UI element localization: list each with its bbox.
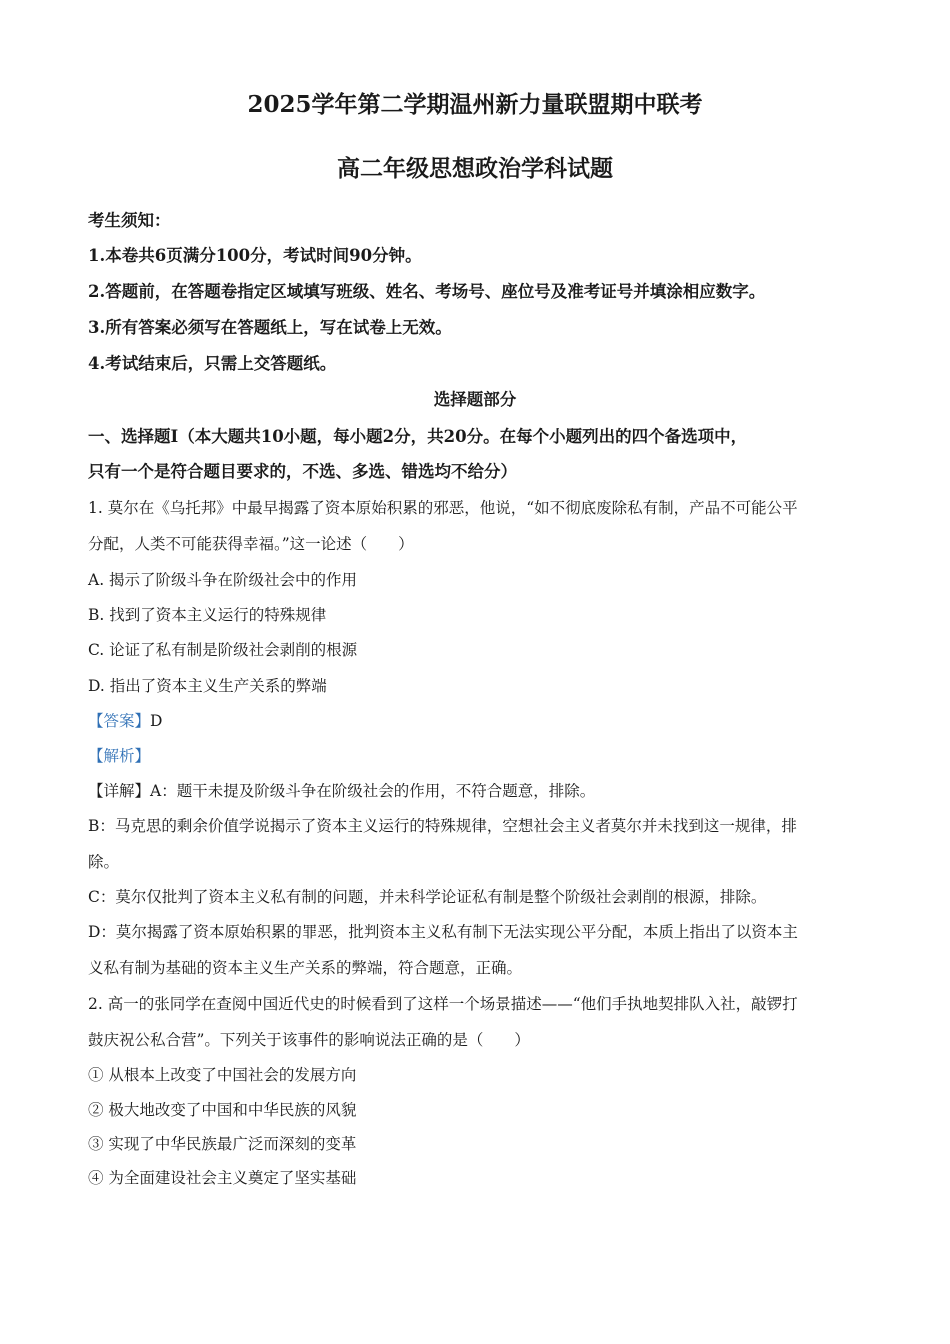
section-title: 选择题部分 bbox=[433, 390, 517, 409]
part1-instructions-cont: 只有一个是符合题目要求的，不选、多选、错选均不给分） bbox=[88, 462, 517, 481]
part1-instructions: 一、选择题Ⅰ（本大题共10小题，每小题2分，共20分。在每个小题列出的四个备选项中， bbox=[88, 427, 748, 446]
option-b: B. 找到了资本主义运行的特殊规律 bbox=[88, 606, 327, 624]
detail-line: 【详解】A：题干未提及阶级斗争在阶级社会的作用，不符合题意，排除。 bbox=[88, 782, 596, 800]
question-1-stem-cont: 分配，人类不可能获得幸福。”这一论述（ ） bbox=[88, 535, 414, 553]
statement-item: ② 极大地改变了中国和中华民族的风貌 bbox=[88, 1101, 357, 1119]
question-2-stem-cont: 鼓庆祝公私合营”。下列关于该事件的影响说法正确的是（ ） bbox=[88, 1031, 530, 1049]
notice-item: 1.本卷共6页满分100分，考试时间90分钟。 bbox=[88, 246, 422, 265]
notice-item: 3.所有答案必须写在答题纸上，写在试卷上无效。 bbox=[88, 318, 452, 337]
option-a: A. 揭示了阶级斗争在阶级社会中的作用 bbox=[88, 571, 358, 589]
detail-line: 义私有制为基础的资本主义生产关系的弊端，符合题意，正确。 bbox=[88, 959, 523, 977]
answer-value: D bbox=[150, 712, 163, 730]
detail-line: D：莫尔揭露了资本原始积累的罪恶，批判资本主义私有制下无法实现公平分配，本质上指出了以资本主 bbox=[88, 923, 798, 941]
option-c: C. 论证了私有制是阶级社会剥削的根源 bbox=[88, 641, 358, 659]
detail-line: 除。 bbox=[88, 853, 120, 871]
exam-title: 2025学年第二学期温州新力量联盟期中联考 bbox=[247, 91, 703, 118]
statement-item: ① 从根本上改变了中国社会的发展方向 bbox=[88, 1066, 357, 1084]
notice-item: 2.答题前，在答题卷指定区域填写班级、姓名、考场号、座位号及准考证号并填涂相应数字。 bbox=[88, 282, 766, 301]
detail-line: C：莫尔仅批判了资本主义私有制的问题，并未科学论证私有制是整个阶级社会剥削的根源，排除。 bbox=[88, 888, 767, 906]
exam-subtitle: 高二年级思想政治学科试题 bbox=[337, 155, 613, 182]
notice-heading: 考生须知： bbox=[88, 211, 171, 230]
detail-line: B：马克思的剩余价值学说揭示了资本主义运行的特殊规律，空想社会主义者莫尔并未找到这一规律，排 bbox=[88, 817, 797, 835]
answer-label: 【答案】 bbox=[88, 712, 151, 730]
notice-item: 4.考试结束后，只需上交答题纸。 bbox=[88, 354, 337, 373]
answer-line bbox=[88, 711, 162, 731]
analysis-label: 【解析】 bbox=[88, 747, 151, 765]
question-1-stem: 1. 莫尔在《乌托邦》中最早揭露了资本原始积累的邪恶，他说，“如不彻底废除私有制，产品不可能公平 bbox=[88, 499, 798, 517]
option-d: D. 指出了资本主义生产关系的弊端 bbox=[88, 677, 327, 695]
statement-item: ③ 实现了中华民族最广泛而深刻的变革 bbox=[88, 1135, 357, 1153]
question-2-stem: 2. 高一的张同学在查阅中国近代史的时候看到了这样一个场景描述——“他们手执地契排队入社，敲锣打 bbox=[88, 995, 798, 1013]
statement-item: ④ 为全面建设社会主义奠定了坚实基础 bbox=[88, 1169, 357, 1187]
